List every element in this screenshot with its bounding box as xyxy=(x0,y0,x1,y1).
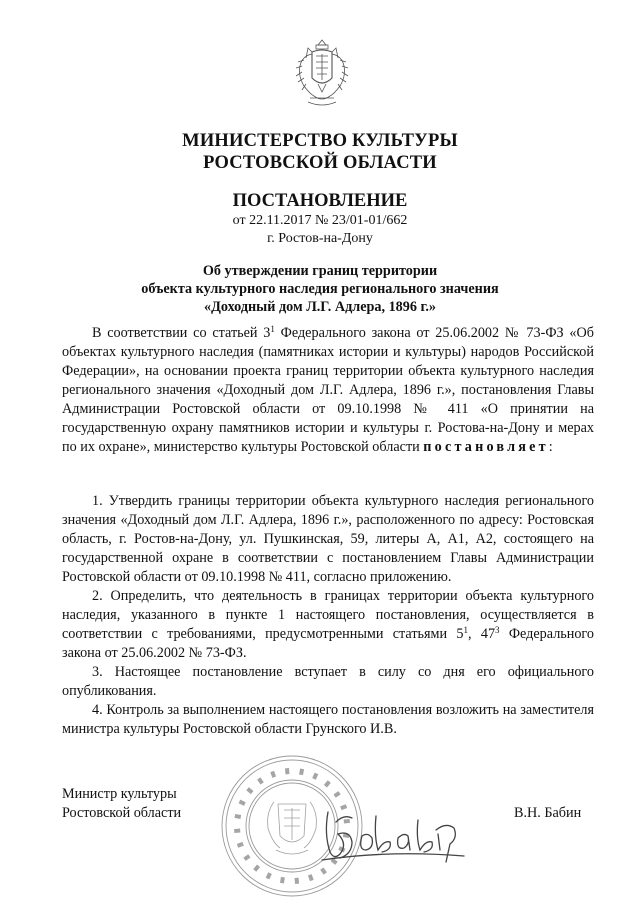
decree-item-3: 3. Настоящее постановление вступает в силу со дня его официального опубликования. xyxy=(62,664,594,699)
decree-item-4: 4. Контроль за выполнением настоящего постановления возложить на заместителя министра культуры Ростовской области Грунского И.В. xyxy=(62,702,594,737)
decree-item-1: 1. Утвердить границы территории объекта культурного наследия регионального значения «Доходный дом Л.Г. Адлера, 1896 г.», расположенного по адресу: Ростовская область, г. Ростов-на-Дону, ул. Пушкинская, 59, литеры А, А1, А2, состоящего на государственной охране в соответствии с постановлением Главы Администрации Ростовской области от 09.10.1998 № 411, согласно приложению. xyxy=(62,493,594,585)
preamble-colon: : xyxy=(548,439,553,455)
document-type: ПОСТАНОВЛЕНИЕ xyxy=(232,191,408,211)
ministry-name xyxy=(0,130,640,174)
item2-text-part1: 2. Определить, что деятельность в границах территории объекта культурного наследия, указанного в пункте 1 настоящего постановления, осуществляется в соответствии с требованиями, предусмотренными статьями 5 xyxy=(62,588,594,642)
preamble-text-part1: В соответствии со статьей 3 xyxy=(92,325,271,341)
signatory-name: В.Н. Бабин xyxy=(514,805,582,821)
item2-text-part3: Федерального закона от 25.06.2002 № 73-ФЗ. xyxy=(62,626,594,661)
subject-line3: «Доходный дом Л.Г. Адлера, 1896 г.» xyxy=(204,299,436,315)
preamble-paragraph xyxy=(62,324,594,457)
handwritten-signature xyxy=(318,800,468,866)
ministry-name-line1: МИНИСТЕРСТВО КУЛЬТУРЫ xyxy=(182,131,458,151)
item2-superscript-1: 1 xyxy=(463,625,468,635)
preamble-superscript: 1 xyxy=(270,324,275,334)
subject-line1: Об утверждении границ территории xyxy=(202,263,438,279)
decree-word: постановляет xyxy=(423,439,549,455)
document-city: г. Ростов-на-Дону xyxy=(267,231,373,246)
decree-items xyxy=(62,492,594,739)
item2-superscript-2: 3 xyxy=(495,625,500,635)
ministry-name-line2: РОСТОВСКОЙ ОБЛАСТИ xyxy=(203,153,437,173)
decree-item-2 xyxy=(62,587,594,663)
subject-line2: объекта культурного наследия регионального значения xyxy=(141,281,499,297)
item2-text-part2: , 47 xyxy=(468,626,496,642)
signatory-title xyxy=(62,785,181,823)
preamble-text-part2: Федерального закона от 25.06.2002 № 73-ФЗ «Об объектах культурного наследия (памятниках истории и культуры) народов Российской Федерации», на основании проекта границ территории объекта культурного наследия регионального значения «Доходный дом Л.Г. Адлера, 1896 г.», постановления Главы Администрации Ростовской области от 09.10.1998 № 411 «О принятии на государственную охрану памятников истории и культуры г. Ростова-на-Дону и мерах по их охране», министерство культуры Ростовской области xyxy=(62,325,594,455)
document-date-number: от 22.11.2017 № 23/01-01/662 xyxy=(232,213,408,228)
document-subject xyxy=(0,262,640,316)
signatory-title-line2: Ростовской области xyxy=(62,805,182,821)
coat-of-arms-icon xyxy=(292,36,352,110)
signatory-title-line1: Министр культуры xyxy=(62,786,177,802)
document-meta xyxy=(0,212,640,248)
